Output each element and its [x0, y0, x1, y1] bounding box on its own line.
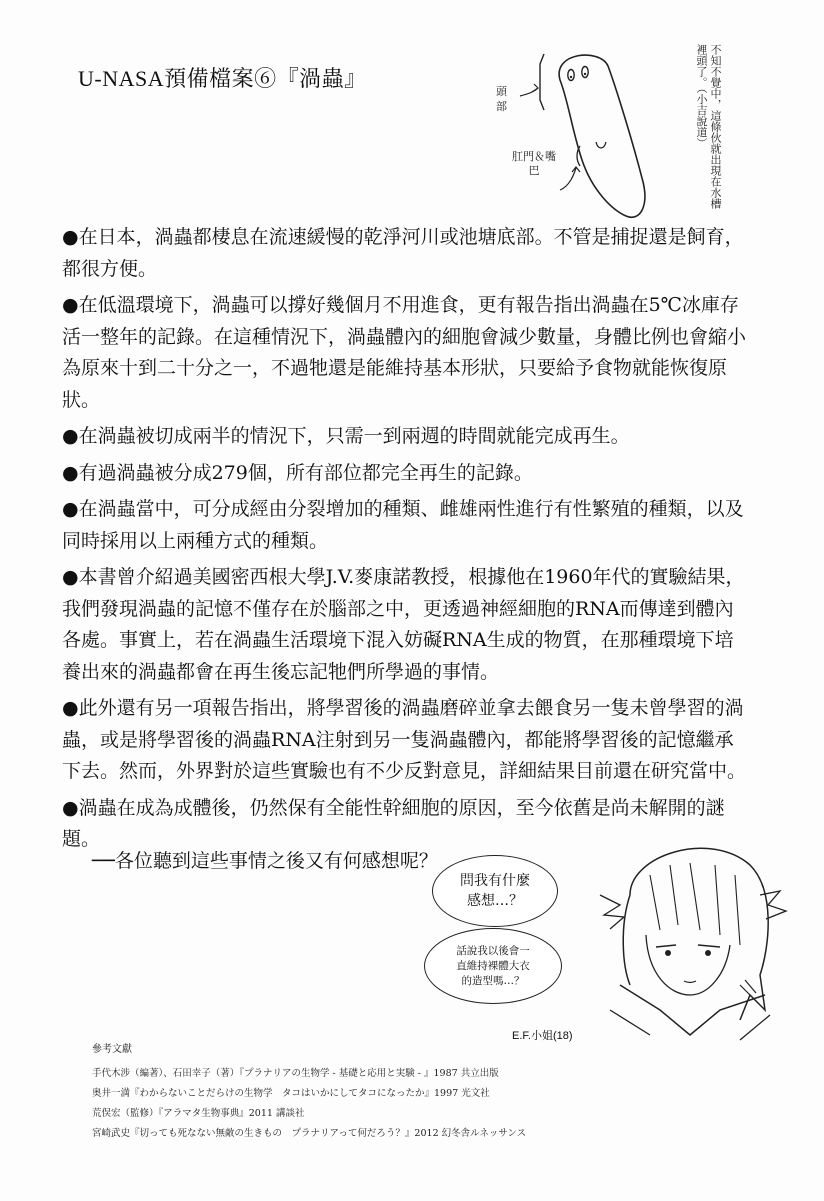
paragraph: ●在日本，渦蟲都棲息在流速緩慢的乾淨河川或池塘底部。不管是捕捉還是飼育，都很方便。	[62, 226, 744, 280]
paragraph: ●此外還有另一項報告指出，將學習後的渦蟲磨碎並拿去餵食另一隻未曾學習的渦蟲，或是將學習後的渦蟲RNA注射到另一隻渦蟲體內，都能將學習後的記憶繼承下去。然而，外界對於這些實驗也有不少反對意見，詳細結果目前還在研究當中。	[62, 697, 747, 782]
closing-line: ──各位聽到這些事情之後又有何感想呢？	[92, 850, 438, 872]
reference-item: 奥井一満『わからないことだらけの生物学 タコはいかにしてタコになったか』1997 光文社	[92, 1088, 490, 1099]
paragraph: ●在低溫環境下，渦蟲可以撐好幾個月不用進食，更有報告指出渦蟲在5℃冰庫存活一整年的記錄。在這種情況下，渦蟲體內的細胞會減少數量，身體比例也會縮小為原來十到二十分之一，不過牠還是能維持基本形狀，只要給予食物就能恢復原狀。	[62, 294, 747, 411]
paragraph: ●本書曾介紹過美國密西根大學J.V.麥康諾教授，根據他在1960年代的實驗結果，我們發現渦蟲的記憶不僅存在於腦部之中，更透過神經細胞的RNA而傳達到體內各處。事實上，若在渦蟲生活環境下混入妨礙RNA生成的物質，在那種環境下培養出來的渦蟲都會在再生後忘記牠們所學過的事情。	[62, 566, 745, 683]
handwritten-note: 不知不覺中，這條伙就出現在水槽裡頭了。（小吉說道）	[695, 44, 722, 209]
label-anus-mouth: 肛門＆嘴巴	[512, 150, 556, 177]
reference-item: 宮崎武史『切っても死なない無敵の生きもの プラナリアって何だろう？』2012 幻冬舎ルネッサンス	[92, 1128, 527, 1139]
label-head: 頭部	[496, 85, 507, 113]
paragraph: ●在渦蟲當中，可分成經由分裂增加的種類、雌雄兩性進行有性繁殖的種類，以及同時採用以上兩種方式的種類。	[62, 498, 744, 552]
paragraph: ●渦蟲在成為成體後，仍然保有全能性幹細胞的原因，至今依舊是尚未解開的謎題。	[62, 796, 725, 850]
character-caption: E.F.小姐(18)	[512, 1030, 573, 1042]
reference-item: 荒俣宏（監修）『アラマタ生物事典』2011 講談社	[92, 1108, 305, 1119]
page-title: U-NASA預備檔案⑥『渦蟲』	[78, 66, 367, 91]
reference-item: 手代木涉（編著）、石田幸子（著）『プラナリアの生物学 - 基礎と応用と実験 - 』1987 共立出版	[92, 1068, 499, 1079]
paragraph: ●有過渦蟲被分成279個，所有部位都完全再生的記錄。	[62, 461, 533, 484]
speech-bubble-question: 問我有什麼感想…？	[432, 855, 558, 927]
paragraph: ●在渦蟲被切成兩半的情況下，只需一到兩週的時間就能完成再生。	[62, 425, 630, 447]
references	[92, 1040, 732, 1144]
character-illustration	[590, 835, 790, 1045]
speech-bubble-remark: 話說我以後會一直維持裸體大衣的造型嗎…？	[424, 928, 562, 1004]
article-body	[62, 222, 750, 861]
references-heading: 參考文獻	[92, 1044, 132, 1055]
